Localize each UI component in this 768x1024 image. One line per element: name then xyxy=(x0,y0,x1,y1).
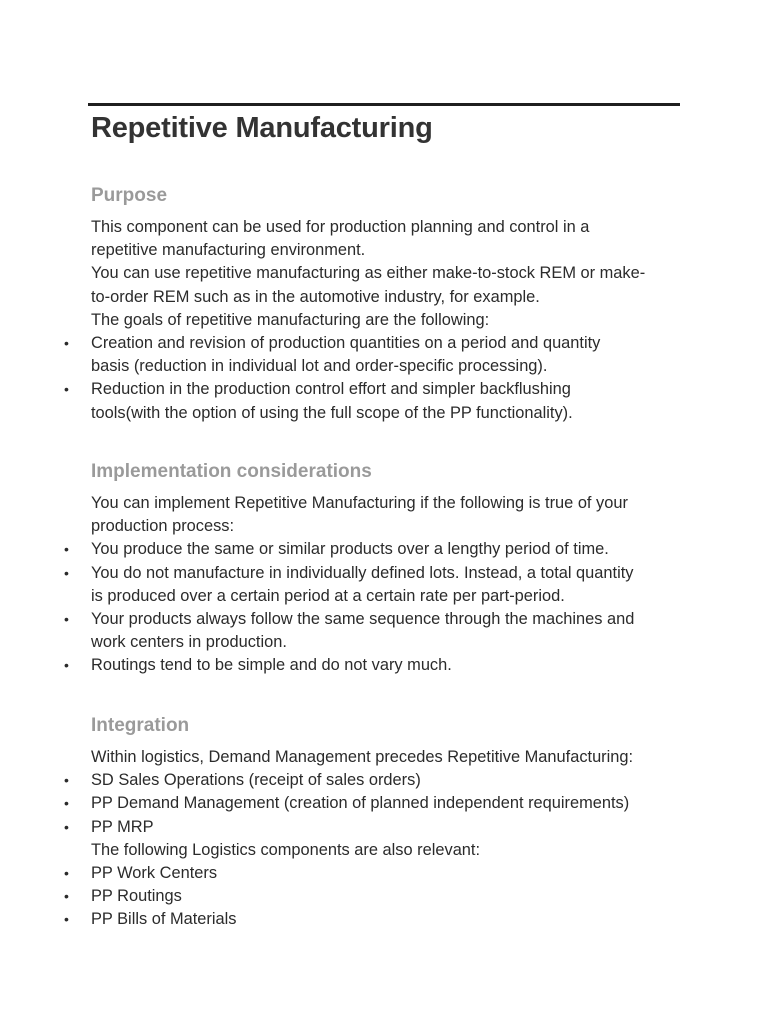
bullet-line: • Your products always follow the same sequence through the machines and xyxy=(0,608,768,631)
list-item: • PP Work Centers xyxy=(0,862,768,885)
implementation-intro-line: You can implement Repetitive Manufacturing if the following is true of your xyxy=(91,494,628,512)
implementation-section xyxy=(0,492,768,678)
bullet-line: basis (reduction in individual lot and order-specific processing). xyxy=(91,357,548,376)
integration-section xyxy=(0,746,768,932)
list-item xyxy=(0,654,768,677)
purpose-intro-line: repetitive manufacturing environment. xyxy=(91,241,366,260)
bullet-line: • Reduction in the production control effort and simpler backflushing xyxy=(0,378,768,401)
integration-heading: Integration xyxy=(91,715,190,736)
bullet-line: • You produce the same or similar products over a lengthy period of time. xyxy=(0,538,768,561)
list-item: • PP Demand Management (creation of planned independent requirements) xyxy=(0,792,768,815)
list-item: • PP Bills of Materials xyxy=(0,908,768,931)
list-item xyxy=(0,378,768,424)
list-item: • PP Routings xyxy=(0,885,768,908)
bullet-line: tools(with the option of using the full scope of the PP functionality). xyxy=(91,403,573,422)
purpose-intro-line: to-order REM such as in the automotive industry, for example. xyxy=(91,287,540,306)
list-item xyxy=(0,562,768,608)
list-item: • SD Sales Operations (receipt of sales orders) xyxy=(0,769,768,792)
page-title: Repetitive Manufacturing xyxy=(91,112,433,144)
bullet-line: • Routings tend to be simple and do not vary much. xyxy=(0,654,768,677)
list-item xyxy=(0,332,768,378)
list-item xyxy=(0,608,768,654)
bullet-line: • You do not manufacture in individually defined lots. Instead, a total quantity xyxy=(0,562,768,585)
bullet-line: work centers in production. xyxy=(91,633,287,652)
integration-intro-line: The following Logistics components are also relevant: xyxy=(91,840,481,859)
purpose-intro-line: You can use repetitive manufacturing as either make-to-stock REM or make- xyxy=(91,264,646,283)
purpose-intro-line: The goals of repetitive manufacturing are the following: xyxy=(91,310,490,329)
integration-intro-line: Within logistics, Demand Management precedes Repetitive Manufacturing: xyxy=(91,748,634,766)
purpose-section xyxy=(0,216,768,425)
list-item: • PP MRP xyxy=(0,816,768,839)
list-item xyxy=(0,538,768,561)
implementation-heading: Implementation considerations xyxy=(91,461,372,482)
bullet-line: • Creation and revision of production quantities on a period and quantity xyxy=(0,332,768,355)
implementation-intro-line: production process: xyxy=(91,517,235,536)
purpose-heading: Purpose xyxy=(91,185,168,206)
purpose-intro-line: This component can be used for production planning and control in a xyxy=(91,218,590,236)
bullet-line: is produced over a certain period at a certain rate per part-period. xyxy=(91,586,565,605)
title-rule xyxy=(88,103,680,106)
